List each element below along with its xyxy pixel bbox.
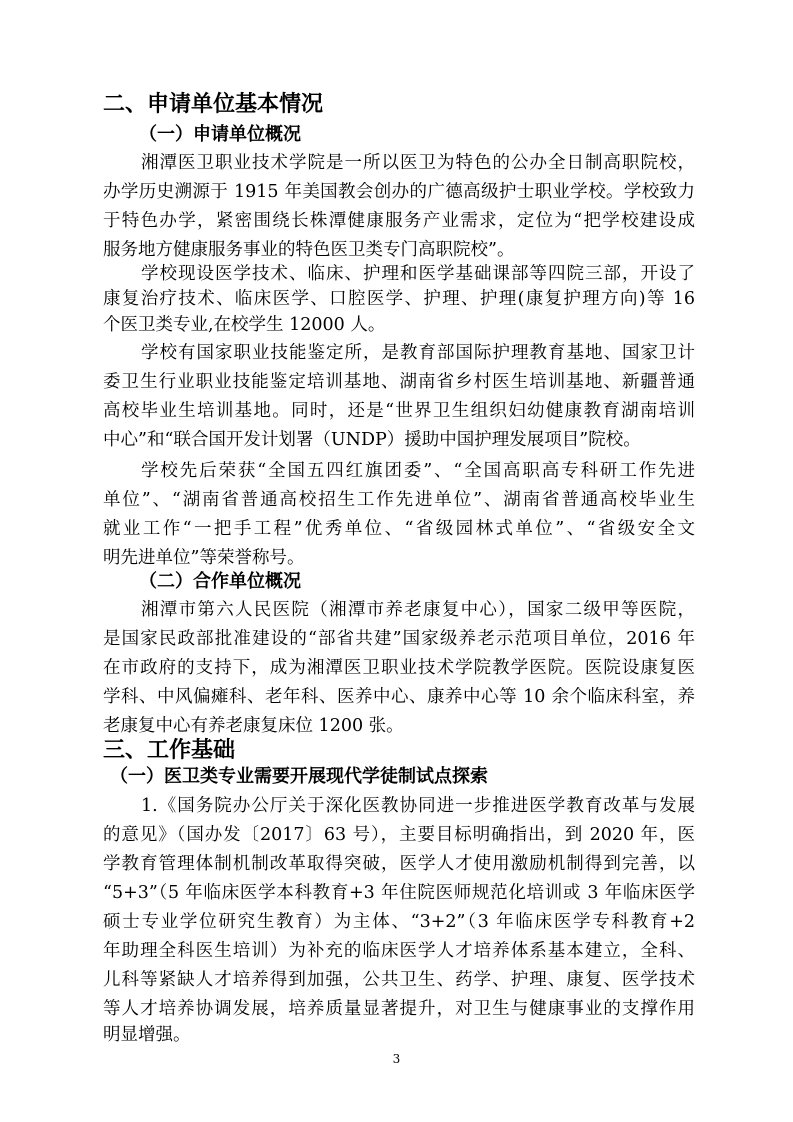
page-number: 3 <box>392 1052 401 1066</box>
text-line: 是国家民政部批准建设的“部省共建”国家级养老示范项目单位，2016 年 <box>103 629 695 649</box>
text-line: 学校先后荣获“全国五四红旗团委”、“全国高职高专科研工作先进 <box>141 461 695 481</box>
section-2-2-heading: （二）合作单位概况 <box>139 571 301 592</box>
text-line: 单位”、“湖南省普通高校招生工作先进单位”、湖南省普通高校毕业生 <box>103 490 695 510</box>
text-line: 儿科等紧缺人才培养得到加强，公共卫生、药学、护理、康复、医学技术 <box>103 970 695 990</box>
text-line: “5+3”（5 年临床医学本科教育+3 年住院医师规范化培训或 3 年临床医学 <box>103 883 695 903</box>
section-3-heading: 三、工作基础 <box>103 738 236 763</box>
text-line: 办学历史溯源于 1915 年美国教会创办的广德高级护士职业学校。学校致力 <box>103 182 695 202</box>
text-line: 在市政府的支持下，成为湘潭医卫职业技术学院教学医院。医院设康复医 <box>103 658 695 678</box>
text-line: 学教育管理体制机制改革取得突破，医学人才使用激励机制得到完善，以 <box>103 854 695 874</box>
text-line: 年助理全科医生培训）为补充的临床医学人才培养体系基本建立，全科、 <box>103 941 695 961</box>
text-line: 服务地方健康服务事业的特色医卫类专门高职院校”。 <box>103 240 515 260</box>
text-line: 明显增强。 <box>103 1025 191 1045</box>
text-line: 高校毕业生培训基地。同时，还是“世界卫生组织妇幼健康教育湖南培训 <box>103 401 695 421</box>
text-line: 学校现设医学技术、临床、护理和医学基础课部等四院三部，开设了 <box>141 264 695 284</box>
text-line: 学科、中风偏瘫科、老年科、医养中心、康养中心等 10 余个临床科室，养 <box>103 687 695 707</box>
text-line: 康复治疗技术、临床医学、口腔医学、护理、护理(康复护理方向)等 16 <box>103 289 695 309</box>
text-line: 1.《国务院办公厅关于深化医教协同进一步推进医学教育改革与发展 <box>141 796 695 816</box>
text-line: 学校有国家职业技能鉴定所，是教育部国际护理教育基地、国家卫计 <box>141 343 695 363</box>
text-line: 硕士专业学位研究生教育）为主体、“3+2”（3 年临床医学专科教育+2 <box>103 912 695 932</box>
text-line: 个医卫类专业,在校学生 12000 人。 <box>103 315 386 335</box>
section-3-1-heading: （一）医卫类专业需要开展现代学徒制试点探索 <box>110 766 488 787</box>
text-line: 委卫生行业职业技能鉴定培训基地、湖南省乡村医生培训基地、新疆普通 <box>103 372 695 392</box>
section-2-heading: 二、申请单位基本情况 <box>103 92 324 117</box>
text-line: 老康复中心有养老康复床位 1200 张。 <box>103 716 404 736</box>
text-line: 于特色办学，紧密围绕长株潭健康服务产业需求，定位为“把学校建设成 <box>103 211 695 231</box>
section-2-1-heading: （一）申请单位概况 <box>139 124 301 145</box>
text-line: 湘潭医卫职业技术学院是一所以医卫为特色的公办全日制高职院校， <box>141 153 695 173</box>
text-line: 湘潭市第六人民医院（湘潭市养老康复中心），国家二级甲等医院， <box>141 600 695 620</box>
text-line: 的意见》（国办发〔2017〕63 号），主要目标明确指出，到 2020 年，医 <box>103 825 695 845</box>
text-line: 等人才培养协调发展，培养质量显著提升，对卫生与健康事业的支撑作用 <box>103 999 695 1019</box>
text-line: 就业工作“一把手工程”优秀单位、“省级园林式单位”、“省级安全文 <box>103 519 695 539</box>
text-line: 明先进单位”等荣誉称号。 <box>103 548 305 568</box>
text-line: 中心”和“联合国开发计划署（UNDP）援助中国护理发展项目”院校。 <box>103 430 641 450</box>
